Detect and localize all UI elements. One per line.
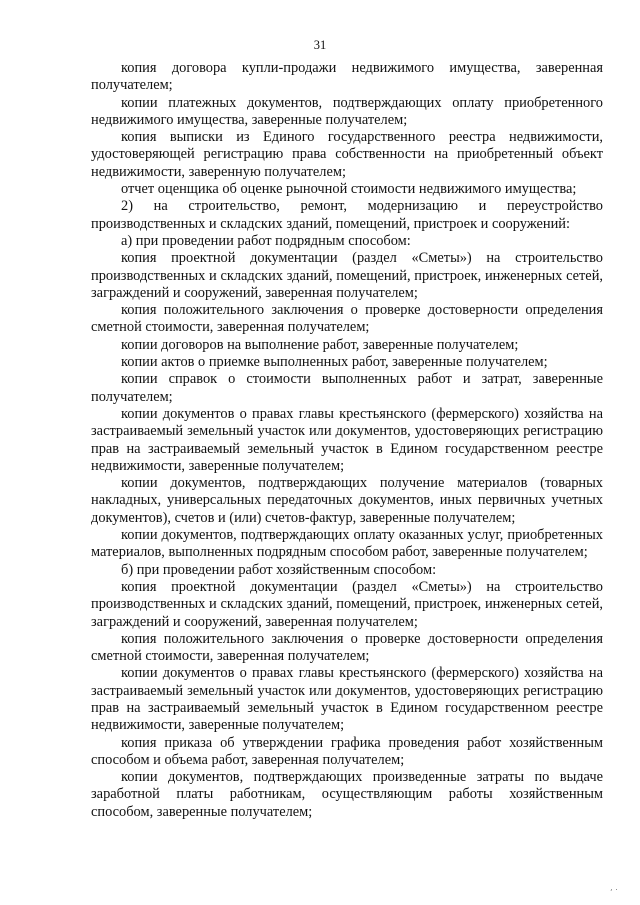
paragraph: копии документов, подтверждающих оплату оказанных услуг, приобретенных материалов, выполненных подрядным способом работ, заверенные получателем;: [91, 527, 603, 561]
subheading: а) при проведении работ подрядным способом:: [121, 232, 411, 249]
paragraph: 2) на строительство, ремонт, модернизацию и переустройство производственных и складских зданий, помещений, пристроек и сооружений:: [91, 198, 603, 232]
paragraph: копия приказа об утверждении графика проведения работ хозяйственным способом и объема работ, заверенная получателем;: [91, 734, 603, 768]
paragraph: копии документов о правах главы крестьянского (фермерского) хозяйства на застраиваемый земельный участок или документов, удостоверяющих регистрацию прав на застраиваемый земельный участок в Едином государственном реестре недвижимости, заверенные получателем;: [91, 405, 603, 474]
paragraph: копии платежных документов, подтверждающих оплату приобретенного недвижимого имущества, заверенные получателем;: [91, 94, 603, 128]
paragraph: копия договора купли-продажи недвижимого имущества, заверенная получателем;: [91, 60, 603, 94]
paragraph: отчет оценщика об оценке рыночной стоимости недвижимого имущества;: [121, 181, 577, 198]
paragraph: копии документов о правах главы крестьянского (фермерского) хозяйства на застраиваемый земельный участок или документов, удостоверяющих регистрацию прав на застраиваемый земельный участок в Едином государственном реестре недвижимости, заверенные получателем;: [91, 665, 603, 734]
paragraph: копия проектной документации (раздел «Сметы») на строительство производственных и складских зданий, помещений, пристроек, инженерных сетей, заграждений и сооружений, заверенная получателем;: [91, 250, 603, 301]
document-text: [91, 60, 603, 821]
subheading: б) при проведении работ хозяйственным способом:: [121, 561, 437, 578]
paragraph: копии актов о приемке выполненных работ, заверенные получателем;: [121, 354, 548, 371]
paragraph: копии справок о стоимости выполненных работ и затрат, заверенные получателем;: [91, 371, 603, 405]
paragraph: копия проектной документации (раздел «Сметы») на строительство производственных и складских зданий, помещений, пристроек, инженерных сетей, заграждений и сооружений, заверенная получателем;: [91, 578, 603, 630]
paragraph: копии документов, подтверждающих произведенные затраты по выдаче заработной платы работникам, осуществляющим работы хозяйственным способом, заверенные получателем;: [91, 769, 603, 820]
paragraph: копия положительного заключения о проверке достоверности определения сметной стоимости, заверенная получателем;: [91, 630, 603, 665]
paragraph: копия положительного заключения о проверке достоверности определения сметной стоимости, заверенная получателем;: [91, 302, 603, 336]
paragraph: копия выписки из Единого государственного реестра недвижимости, удостоверяющей регистрацию права собственности на приобретенный объект недвижимости, заверенную получателем;: [91, 129, 603, 180]
scan-mark: ‚ .: [610, 883, 618, 892]
page-number: 31: [313, 38, 327, 52]
paragraph: копии договоров на выполнение работ, заверенные получателем;: [121, 336, 519, 353]
paragraph: копии документов, подтверждающих получение материалов (товарных накладных, универсальных передаточных документов, иных первичных учетных документов), счетов и (или) счетов-фактур, заверенные получателем;: [91, 475, 603, 526]
